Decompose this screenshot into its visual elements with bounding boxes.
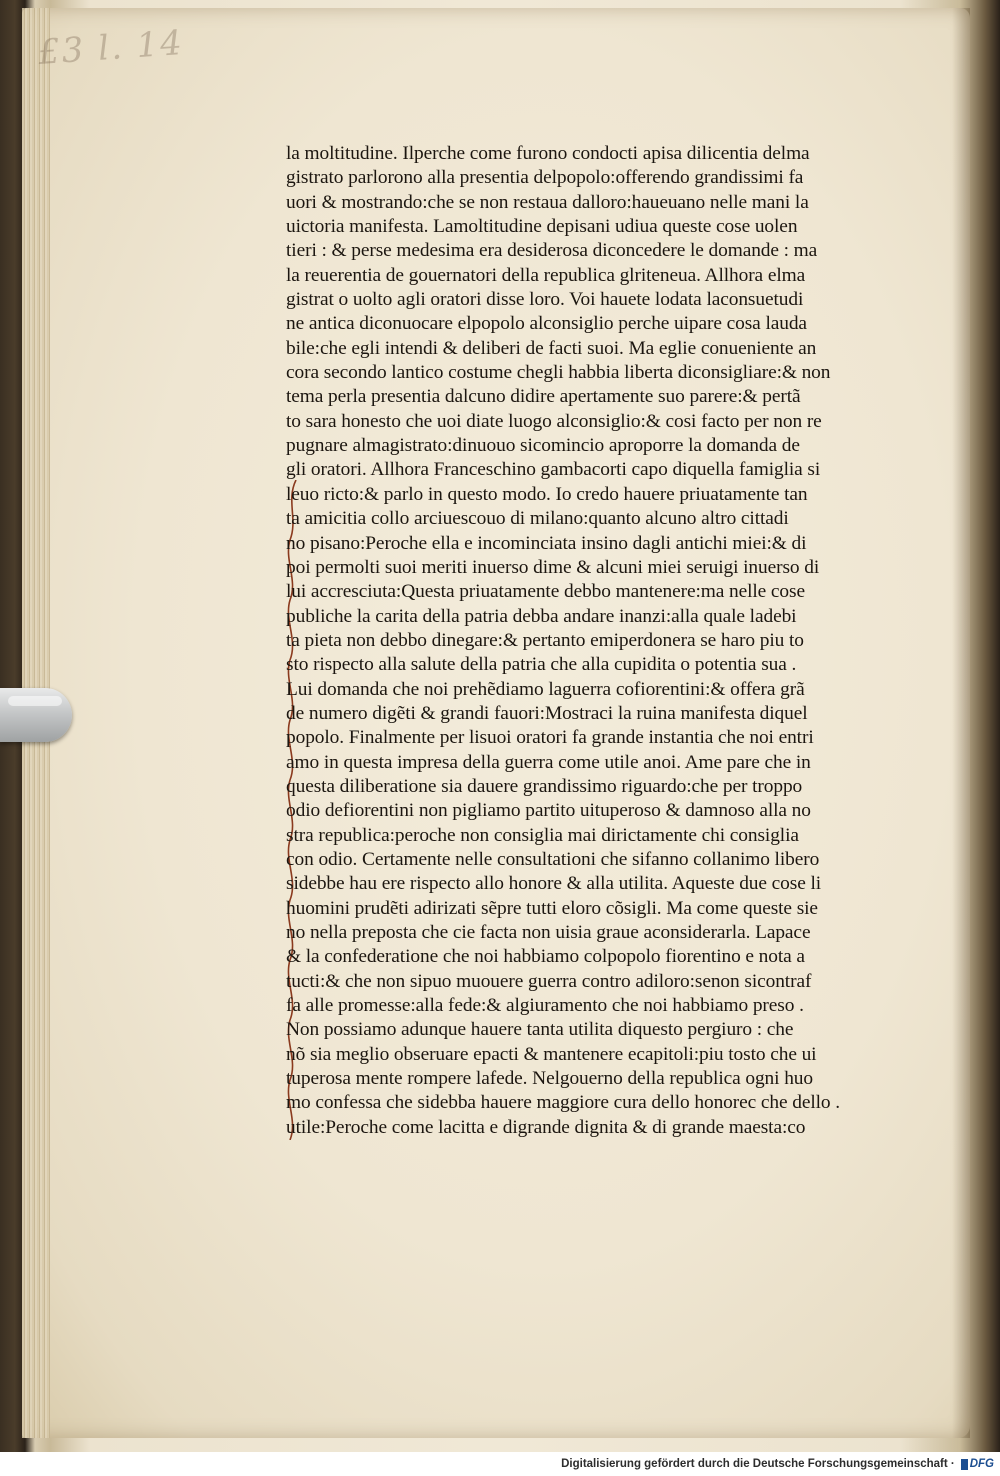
text-line: tieri : & perse medesima era desiderosa diconcedere le domande : ma	[286, 240, 818, 262]
text-line: odio defiorentini non pigliamo partito uituperoso & damnoso alla no	[286, 800, 811, 822]
text-line: to sara honesto che uoi diate luogo alconsiglio:& cosi facto per non re	[286, 410, 822, 432]
text-line: huomini prudẽti adirizati sẽpre tutti eloro cõsigli. Ma come queste sie	[286, 897, 818, 919]
clip-highlight	[8, 696, 62, 706]
body-text	[286, 142, 876, 1140]
text-line: pugnare almagistrato:dinuouo sicomincio aproporre la domanda de	[286, 435, 800, 457]
text-line: questa diliberatione sia dauere grandissimo riguardo:che per troppo	[286, 775, 803, 797]
text-line: publiche la carita della patria debba andare inanzi:alla quale ladebi	[286, 605, 797, 627]
text-line: lui accresciuta:Questa priuatamente debbo mantenere:ma nelle cose	[286, 581, 805, 603]
text-line: con odio. Certamente nelle consultationi che sifanno collanimo libero	[286, 848, 820, 870]
text-line: tuperosa mente rompere lafede. Nelgouerno della republica ogni huo	[286, 1068, 813, 1090]
text-line: tema perla presentia dalcuno didire apertamente suo parere:& pertã	[286, 386, 801, 408]
text-line: utile:Peroche come lacitta e digrande dignita & di grande maesta:co	[286, 1116, 806, 1138]
text-line: bile:che egli intendi & deliberi de facti suoi. Ma eglie conueniente an	[286, 337, 817, 359]
text-line: no pisano:Peroche ella e incominciata insino dagli antichi miei:& di	[286, 532, 807, 554]
text-line: uictoria manifesta. Lamoltitudine depisani udiua queste cose uolen	[286, 216, 798, 238]
text-line: tucti:& che non sipuo muouere guerra contro adiloro:senon sicontraf	[286, 970, 812, 992]
text-line: ta amicitia collo arciuescouo di milano:quanto alcuno altro cittadi	[286, 508, 789, 530]
footer-bar	[0, 1452, 1000, 1476]
text-line: amo in questa impresa della guerra come utile anoi. Ame pare che in	[286, 751, 811, 773]
text-line: la reuerentia de gouernatori della republica glriteneua. Allhora elma	[286, 264, 806, 286]
text-line: ta pieta non debbo dinegare:& pertanto emiperdonera se haro piu to	[286, 629, 804, 651]
text-line: gistrat o uolto agli oratori disse loro. Voi hauete lodata laconsuetudi	[286, 289, 804, 311]
text-line: sto rispecto alla salute della patria che alla cupidita o potentia sua .	[286, 654, 797, 676]
text-line: mo confessa che sidebba hauere maggiore cura dello honorec che dello .	[286, 1092, 841, 1114]
text-line: uori & mostrando:che se non restaua dalloro:haueuano nelle mani la	[286, 191, 809, 213]
dfg-logo-mark	[961, 1459, 968, 1470]
text-line: no nella preposta che cie facta non uisia graue aconsiderarla. Lapace	[286, 922, 811, 943]
text-line: la moltitudine. Ilperche come furono condocti apisa dilicentia delma	[286, 143, 810, 164]
text-line: stra republica:peroche non consiglia mai dirictamente chi consiglia	[286, 824, 799, 846]
text-line: ne antica diconuocare elpopolo alconsiglio perche uipare cosa lauda	[286, 313, 807, 335]
dfg-logo-text: DFG	[969, 1458, 994, 1470]
text-line: popolo. Finalmente per lisuoi oratori fa grande instantia che noi entri	[286, 727, 814, 749]
text-line: cora secondo lantico costume chegli habbia liberta diconsigliare:& non	[286, 362, 831, 384]
text-line: fa alle promesse:alla fede:& algiuramento che noi habbiamo preso .	[286, 995, 804, 1017]
text-line: nõ sia meglio obseruare epacti & mantenere ecapitoli:piu tosto che ui	[286, 1043, 817, 1065]
handwritten-folio-note: £3 l. 14	[36, 22, 186, 74]
text-line: & la confederatione che noi habbiamo colpopolo fiorentino e nota a	[286, 946, 805, 968]
text-line: gistrato parlorono alla presentia delpopolo:offerendo grandissimi fa	[286, 167, 804, 189]
text-line: Lui domanda che noi prehẽdiamo laguerra cofiorentini:& offera grã	[286, 678, 805, 700]
page-gutter-shadow	[952, 8, 970, 1438]
footer-credit: Digitalisierung gefördert durch die Deutsche Forschungsgemeinschaft ·	[561, 1458, 955, 1470]
text-line: Non possiamo adunque hauere tanta utilita diquesto pergiuro : che	[286, 1019, 794, 1041]
page-clip-icon	[0, 688, 72, 742]
text-line: leuo ricto:& parlo in questo modo. Io credo hauere priuatamente tan	[286, 483, 808, 505]
text-line: poi permolti suoi meriti inuerso dime & alcuni miei seruigi inuerso di	[286, 556, 820, 578]
text-line: sidebbe hau ere rispecto allo honore & alla utilita. Aqueste due cose li	[286, 873, 822, 895]
text-line: de numero digẽti & grandi fauori:Mostraci la ruina manifesta diquel	[286, 702, 808, 724]
text-line: gli oratori. Allhora Franceschino gambacorti capo diquella famiglia si	[286, 459, 821, 481]
dfg-logo-icon	[961, 1458, 994, 1470]
